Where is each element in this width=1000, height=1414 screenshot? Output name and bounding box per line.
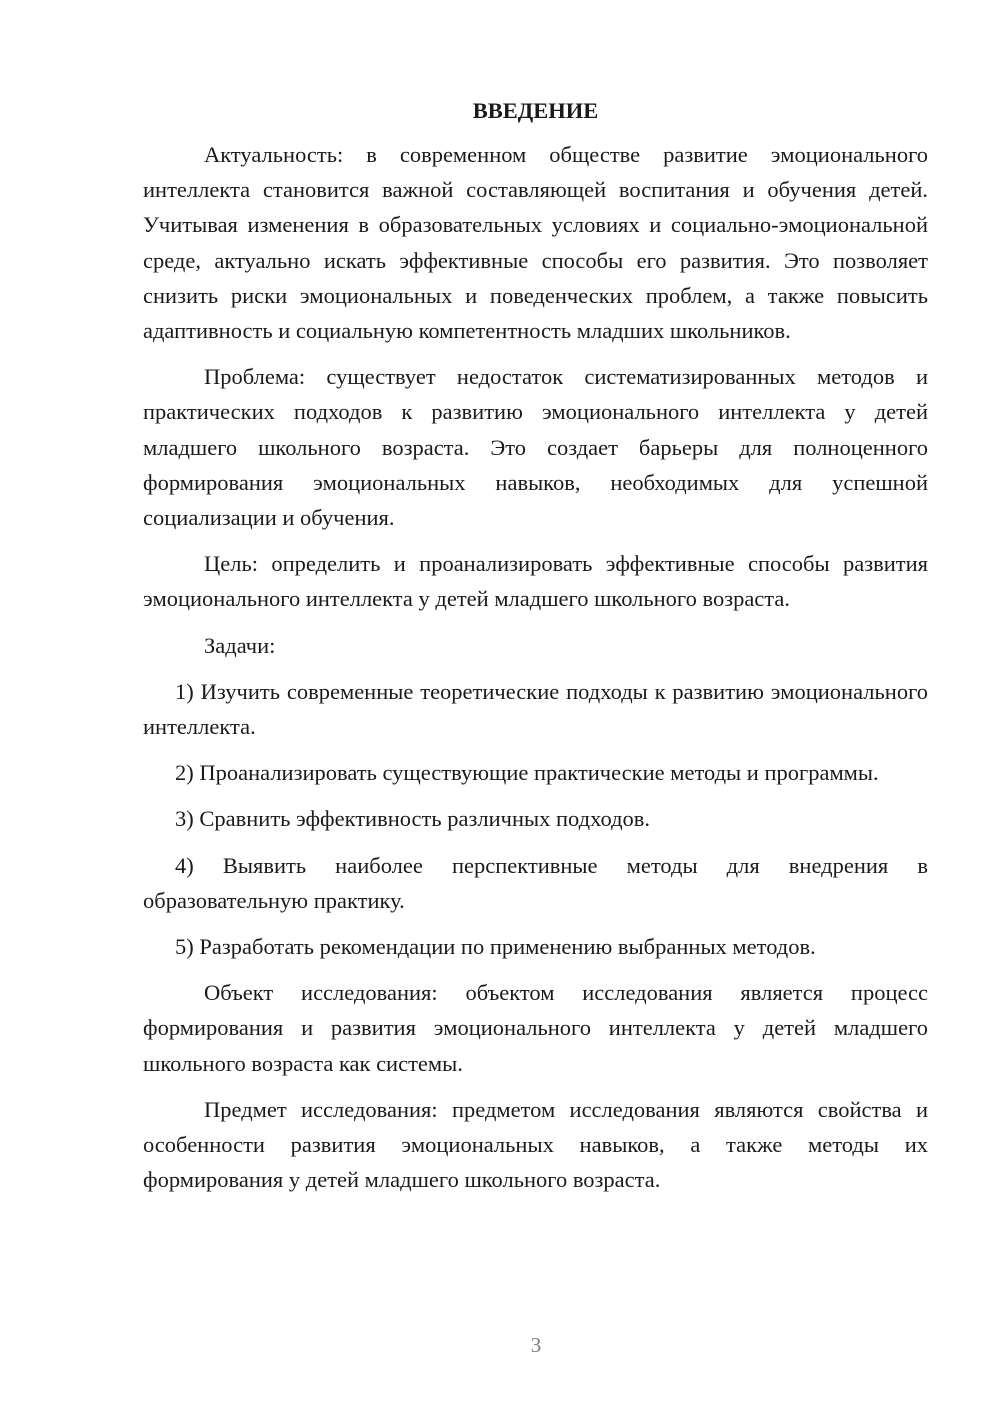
paragraph-goal: Цель: определить и проанализировать эффективные способы развития эмоционального интеллекта у детей младшего школьного возраста. (143, 551, 928, 612)
paragraph-subject: Предмет исследования: предметом исследования являются свойства и особенности развития эмоциональных навыков, а также методы их формирования у детей младшего школьного возраста. (143, 1096, 928, 1193)
page-content (143, 96, 928, 1208)
paragraph-object: Объект исследования: объектом исследования является процесс формирования и развития эмоционального интеллекта у детей младшего школьного возраста как системы. (143, 980, 928, 1076)
task-item-4: 4) Выявить наиболее перспективные методы для внедрения в образовательную практику. (143, 852, 928, 913)
paragraph-problem: Проблема: существует недостаток систематизированных методов и практических подходов к развитию эмоционального интеллекта у детей младшего школьного возраста. Это создает барьеры для полноценного формирования эмоциональных навыков, необходимых для успешной социализации и обучения. (143, 364, 928, 531)
task-item-3: 3) Сравнить эффективность различных подходов. (175, 806, 651, 832)
page-number: 3 (530, 1333, 542, 1357)
section-title: ВВЕДЕНИЕ (472, 98, 599, 123)
tasks-heading: Задачи: (204, 632, 276, 658)
paragraph-relevance: Актуальность: в современном обществе развитие эмоционального интеллекта становится важной составляющей воспитания и обучения детей. Учитывая изменения в образовательных условиях и социально-эмоциональной среде, актуально искать эффективные способы его развития. Это позволяет снизить риски эмоциональных и поведенческих проблем, а также повысить адаптивность и социальную компетентность младших школьников. (143, 142, 928, 344)
task-item-2: 2) Проанализировать существующие практические методы и программы. (175, 760, 879, 786)
task-item-5: 5) Разработать рекомендации по применению выбранных методов. (175, 934, 816, 960)
task-item-1: 1) Изучить современные теоретические подходы к развитию эмоционального интеллекта. (143, 678, 928, 740)
